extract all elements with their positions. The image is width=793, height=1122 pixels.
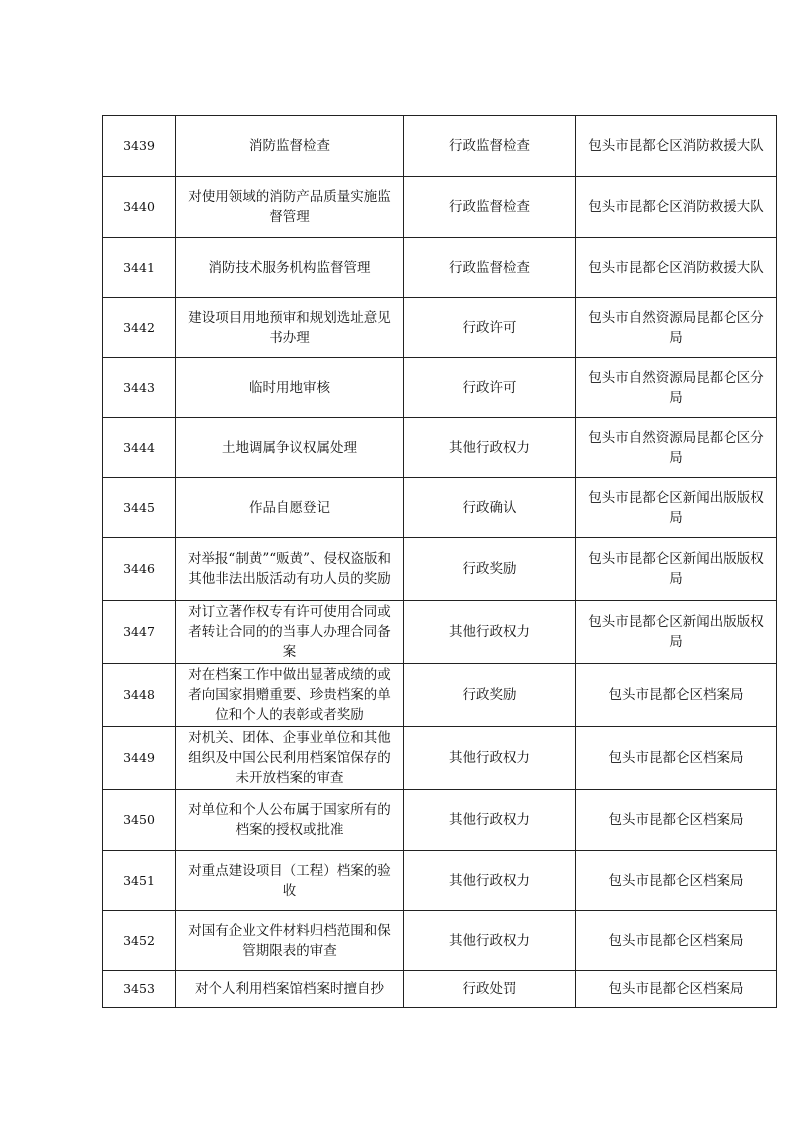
power-category: 行政奖励	[404, 664, 576, 727]
row-number: 3447	[103, 601, 176, 664]
row-number: 3445	[103, 478, 176, 538]
power-category: 其他行政权力	[404, 601, 576, 664]
row-number: 3440	[103, 177, 176, 238]
responsible-department: 包头市昆都仑区档案局	[576, 664, 777, 727]
responsible-department: 包头市昆都仑区档案局	[576, 911, 777, 971]
item-name: 对在档案工作中做出显著成绩的或者向国家捐赠重要、珍贵档案的单位和个人的表彰或者奖励	[176, 664, 404, 727]
table-row	[103, 418, 777, 478]
row-number: 3448	[103, 664, 176, 727]
responsible-department: 包头市自然资源局昆都仑区分局	[576, 418, 777, 478]
power-category: 行政处罚	[404, 971, 576, 1008]
row-number: 3441	[103, 238, 176, 298]
item-name: 对个人利用档案馆档案时擅自抄	[176, 971, 404, 1008]
table-row	[103, 238, 777, 298]
power-category: 其他行政权力	[404, 790, 576, 851]
item-name: 对单位和个人公布属于国家所有的档案的授权或批准	[176, 790, 404, 851]
responsible-department: 包头市昆都仑区新闻出版版权局	[576, 601, 777, 664]
table-row	[103, 116, 777, 177]
responsible-department: 包头市昆都仑区消防救援大队	[576, 238, 777, 298]
row-number: 3452	[103, 911, 176, 971]
responsible-department: 包头市昆都仑区档案局	[576, 851, 777, 911]
responsible-department: 包头市昆都仑区消防救援大队	[576, 177, 777, 238]
row-number: 3449	[103, 727, 176, 790]
table-row	[103, 478, 777, 538]
power-category: 行政许可	[404, 358, 576, 418]
item-name: 对举报“制黄”“贩黄”、侵权盗版和其他非法出版活动有功人员的奖励	[176, 538, 404, 601]
row-number: 3439	[103, 116, 176, 177]
item-name: 作品自愿登记	[176, 478, 404, 538]
row-number: 3451	[103, 851, 176, 911]
responsible-department: 包头市昆都仑区档案局	[576, 727, 777, 790]
power-category: 行政监督检查	[404, 177, 576, 238]
table-body	[103, 116, 777, 1008]
item-name: 临时用地审核	[176, 358, 404, 418]
power-category: 行政监督检查	[404, 238, 576, 298]
row-number: 3443	[103, 358, 176, 418]
responsible-department: 包头市昆都仑区档案局	[576, 790, 777, 851]
item-name: 对机关、团体、企事业单位和其他组织及中国公民利用档案馆保存的未开放档案的审查	[176, 727, 404, 790]
item-name: 消防技术服务机构监督管理	[176, 238, 404, 298]
row-number: 3442	[103, 298, 176, 358]
responsible-department: 包头市昆都仑区档案局	[576, 971, 777, 1008]
table-row	[103, 358, 777, 418]
responsible-department: 包头市昆都仑区消防救援大队	[576, 116, 777, 177]
table-row	[103, 727, 777, 790]
power-category: 其他行政权力	[404, 911, 576, 971]
table-row	[103, 664, 777, 727]
table-row	[103, 601, 777, 664]
power-category: 其他行政权力	[404, 851, 576, 911]
power-category: 行政确认	[404, 478, 576, 538]
table-row	[103, 790, 777, 851]
item-name: 对国有企业文件材料归档范围和保管期限表的审查	[176, 911, 404, 971]
item-name: 对重点建设项目（工程）档案的验收	[176, 851, 404, 911]
item-name: 对使用领域的消防产品质量实施监督管理	[176, 177, 404, 238]
responsible-department: 包头市自然资源局昆都仑区分局	[576, 298, 777, 358]
item-name: 对订立著作权专有许可使用合同或者转让合同的的当事人办理合同备案	[176, 601, 404, 664]
responsible-department: 包头市自然资源局昆都仑区分局	[576, 358, 777, 418]
item-name: 消防监督检查	[176, 116, 404, 177]
power-list-table	[102, 115, 777, 1008]
table-row	[103, 851, 777, 911]
table-row	[103, 971, 777, 1008]
power-category: 其他行政权力	[404, 418, 576, 478]
table-row	[103, 177, 777, 238]
row-number: 3453	[103, 971, 176, 1008]
responsible-department: 包头市昆都仑区新闻出版版权局	[576, 538, 777, 601]
table-row	[103, 298, 777, 358]
row-number: 3444	[103, 418, 176, 478]
table-row	[103, 911, 777, 971]
item-name: 土地调属争议权属处理	[176, 418, 404, 478]
responsible-department: 包头市昆都仑区新闻出版版权局	[576, 478, 777, 538]
row-number: 3450	[103, 790, 176, 851]
item-name: 建设项目用地预审和规划选址意见书办理	[176, 298, 404, 358]
table-row	[103, 538, 777, 601]
row-number: 3446	[103, 538, 176, 601]
power-category: 行政监督检查	[404, 116, 576, 177]
power-category: 其他行政权力	[404, 727, 576, 790]
power-category: 行政奖励	[404, 538, 576, 601]
power-category: 行政许可	[404, 298, 576, 358]
